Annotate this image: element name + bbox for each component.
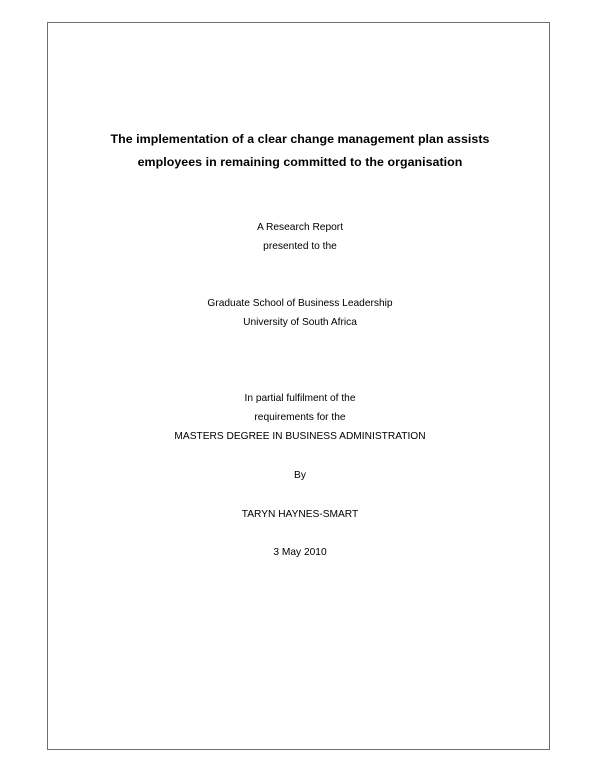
institution-line-1: Graduate School of Business Leadership [207,298,393,309]
institution-line-2: University of South Africa [243,317,357,328]
title-line-1: The implementation of a clear change management plan assists [110,132,490,146]
by-label: By [294,470,306,481]
report-type-line-1: A Research Report [256,222,344,233]
degree-name: MASTERS DEGREE IN BUSINESS ADMINISTRATION [174,431,426,442]
report-date: 3 May 2010 [273,547,327,558]
report-type-line-2: presented to the [263,241,337,252]
purpose-line-2: requirements for the [254,412,346,423]
title-line-2: employees in remaining committed to the organisation [137,155,463,169]
purpose-line-1: In partial fulfilment of the [244,393,356,404]
author-name: TARYN HAYNES-SMART [241,509,359,520]
